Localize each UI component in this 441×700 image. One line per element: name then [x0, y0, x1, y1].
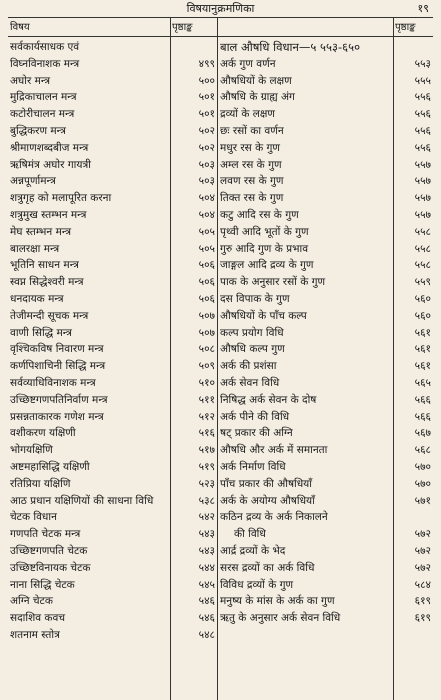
entry-subject: विघ्नविनाशक मन्त्र — [10, 57, 80, 70]
index-entry — [220, 291, 431, 308]
index-entry — [10, 425, 215, 442]
index-entry — [220, 241, 431, 258]
index-entry — [220, 476, 431, 493]
entry-subject: बाल औषधि विधान—५ ५५३-६५० — [220, 40, 361, 54]
entry-subject: उच्छिष्टगणपति चेटक — [10, 544, 88, 557]
entry-subject: जाङ्गल आदि द्रव्य के गुण — [220, 259, 314, 272]
entry-subject: विविध द्रव्यों के गुण — [220, 578, 294, 591]
entry-subject: सर्वकार्यसाधक एवं — [10, 41, 80, 53]
index-entry — [220, 593, 431, 610]
entry-page-number: ५६६ — [414, 410, 431, 423]
entry-subject: शत्रुमुख स्तम्भन मन्त्र — [10, 208, 87, 221]
entry-page-number: ५०२ — [198, 124, 215, 137]
entry-page-number: ५७२ — [414, 561, 431, 574]
entry-subject: शत्रुगृह को मलापूरित करना — [10, 192, 112, 205]
index-entry — [220, 173, 431, 190]
entry-subject: औषधियों के पाँच कल्प — [220, 309, 307, 322]
right-page-heading: पृष्ठाङ्क — [395, 22, 416, 33]
index-entry — [220, 610, 431, 627]
entry-page-number: ५४६ — [198, 612, 215, 625]
header-divider — [8, 17, 433, 18]
index-entry — [10, 173, 215, 190]
index-entry — [10, 509, 215, 526]
entry-page-number: ५०१ — [198, 91, 215, 104]
entry-subject: चेटक विधान — [10, 511, 57, 524]
index-entry — [10, 56, 215, 73]
entry-page-number: ५६६ — [414, 393, 431, 406]
entry-subject: कटु आदि रस के गुण — [220, 208, 299, 221]
section-heading — [220, 39, 431, 56]
entry-subject: कटोरीचालन मन्त्र — [10, 108, 75, 121]
entry-page-number: ५०४ — [198, 192, 215, 205]
entry-page-number: ५१६ — [198, 427, 215, 440]
entry-page-number: ५०२ — [198, 141, 215, 154]
index-entry — [220, 341, 431, 358]
index-entry — [220, 358, 431, 375]
entry-subject: तेजीमन्दी सूचक मन्त्र — [10, 309, 89, 322]
index-entry — [220, 325, 431, 342]
entry-subject: औषधि कल्प गुण — [220, 343, 285, 356]
index-entry — [10, 257, 215, 274]
index-entry — [10, 593, 215, 610]
index-entry — [220, 493, 431, 510]
entry-subject: अम्ल रस के गुण — [220, 158, 282, 171]
entry-page-number: ५५३ — [414, 57, 431, 70]
index-entry — [10, 106, 215, 123]
entry-page-number: ५०० — [198, 74, 215, 87]
entry-subject: लवण रस के गुण — [220, 175, 284, 188]
index-entry — [220, 73, 431, 90]
index-entry — [10, 577, 215, 594]
index-entry — [220, 409, 431, 426]
entry-page-number: ५०१ — [198, 108, 215, 121]
index-entry — [220, 425, 431, 442]
page-number: १९ — [417, 2, 429, 15]
entry-subject: पाक के अनुसार रसों के गुण — [220, 276, 326, 289]
left-page-heading: पृष्ठाङ्क — [172, 22, 193, 33]
index-entry — [220, 392, 431, 409]
entry-subject: गणपति चेटक मन्त्र — [10, 528, 81, 541]
entry-subject: अग्नि चेटक — [10, 595, 53, 608]
entry-page-number: ५५५ — [414, 74, 431, 87]
entry-subject: स्वप्न सिद्धेश्वरी मन्त्र — [10, 276, 84, 289]
entry-subject: नाना सिद्धि चेटक — [10, 578, 75, 591]
entry-page-number: ५०९ — [198, 360, 215, 373]
entry-subject: प्रसन्नताकारक गणेश मन्त्र — [10, 410, 104, 423]
entry-page-number: ५११ — [198, 393, 215, 406]
index-entry — [220, 577, 431, 594]
entry-page-number: ५०५ — [198, 242, 215, 255]
entry-subject: अघोर मन्त्र — [10, 74, 51, 87]
entry-subject: अष्टमहासिद्धि यक्षिणी — [10, 460, 90, 473]
entry-page-number: ५१२ — [198, 410, 215, 423]
entry-page-number: ५६१ — [414, 343, 431, 356]
entry-page-number: ५६५ — [414, 376, 431, 389]
entry-page-number: ५०३ — [198, 175, 215, 188]
entry-page-number: ५७० — [414, 477, 431, 490]
entry-subject: बालरक्षा मन्त्र — [10, 242, 60, 255]
left-entries-list — [10, 39, 215, 644]
entry-subject: उच्छिष्टविनायक चेटक — [10, 561, 91, 574]
index-entry — [10, 291, 215, 308]
entry-subject: दस विपाक के गुण — [220, 292, 290, 305]
index-entry — [220, 526, 431, 543]
entry-page-number: ५०६ — [198, 259, 215, 272]
entry-page-number: ५२३ — [198, 477, 215, 490]
entry-page-number: ५६० — [414, 309, 431, 322]
entry-subject: सर्वव्याधिविनाशक मन्त्र — [10, 376, 96, 389]
entry-page-number: ५८४ — [414, 578, 431, 591]
entry-page-number: ५०६ — [198, 276, 215, 289]
index-entry — [220, 106, 431, 123]
entry-page-number: ५६७ — [414, 427, 431, 440]
entry-page-number: ५४३ — [198, 544, 215, 557]
entry-subject: अन्नपूर्णामन्त्र — [10, 175, 56, 188]
index-entry — [10, 375, 215, 392]
index-entry — [10, 157, 215, 174]
entry-page-number: ४९९ — [198, 57, 215, 70]
entry-subject: कठिन द्रव्य के अर्क निकालने — [220, 511, 328, 524]
entry-subject: सरस द्रव्यों का अर्क विधि — [220, 561, 315, 574]
entry-subject: अर्क गुण वर्णन — [220, 57, 276, 70]
entry-subject: वृश्चिकविष निवारण मन्त्र — [10, 343, 104, 356]
entry-subject: वाणी सिद्धि मन्त्र — [10, 326, 72, 339]
entry-subject: निषिद्ध अर्क सेवन के दोष — [220, 393, 317, 406]
index-entry — [220, 509, 431, 526]
entry-subject: छः रसों का वर्णन — [220, 124, 284, 137]
entry-page-number: ५३८ — [198, 494, 215, 507]
entry-page-number: ५५६ — [414, 91, 431, 104]
index-entry — [10, 476, 215, 493]
entry-page-number: ५७१ — [414, 494, 431, 507]
index-entry — [220, 459, 431, 476]
index-entry — [10, 409, 215, 426]
index-entry — [10, 627, 215, 644]
entry-subject: मेघ स्तम्भन मन्त्र — [10, 225, 72, 238]
entry-subject: अर्क निर्माण विधि — [220, 460, 286, 473]
column-heading-divider — [8, 36, 433, 37]
entry-page-number: ५५९ — [414, 276, 431, 289]
index-entry — [10, 241, 215, 258]
entry-subject: रतिप्रिया यक्षिणि — [10, 477, 71, 490]
index-entry — [10, 526, 215, 543]
index-entry — [10, 459, 215, 476]
index-entry — [220, 157, 431, 174]
index-entry — [220, 257, 431, 274]
index-entry — [10, 493, 215, 510]
index-entry — [220, 274, 431, 291]
entry-page-number: ५५८ — [414, 259, 431, 272]
index-entry — [220, 123, 431, 140]
entry-subject: की विधि — [234, 528, 266, 541]
entry-subject: मधुर रस के गुण — [220, 141, 281, 154]
entry-page-number: ५४२ — [198, 511, 215, 524]
index-entry — [10, 341, 215, 358]
index-entry — [10, 73, 215, 90]
entry-subject: बुद्धिकरण मन्त्र — [10, 124, 66, 137]
entry-subject: अर्क सेवन विधि — [220, 376, 280, 389]
index-entry — [10, 543, 215, 560]
entry-page-number: ५४३ — [198, 528, 215, 541]
entry-subject: मुद्रिकाचालन मन्त्र — [10, 91, 77, 104]
entry-page-number: ६१९ — [414, 612, 431, 625]
entry-subject: श्रीमाणशब्दबीज मन्त्र — [10, 141, 89, 154]
entry-subject: द्रव्यों के लक्षण — [220, 108, 275, 121]
left-subject-heading: विषय — [10, 22, 30, 33]
entry-page-number: ५५७ — [414, 175, 431, 188]
entry-subject: ऋषिमंत्र अघोर गायत्री — [10, 158, 91, 171]
index-entry — [220, 543, 431, 560]
entry-page-number: ५५७ — [414, 208, 431, 221]
entry-page-number: ५५७ — [414, 158, 431, 171]
entry-page-number: ५०३ — [198, 158, 215, 171]
page-header — [0, 0, 441, 17]
index-entry — [10, 39, 215, 56]
index-entry — [220, 560, 431, 577]
entry-subject: औषधि के ग्राह्य अंग — [220, 91, 295, 104]
entry-subject: आठ प्रधान यक्षिणियों की साधना विधि — [10, 494, 154, 507]
index-entry — [10, 392, 215, 409]
entry-page-number: ५४४ — [198, 561, 215, 574]
entry-page-number: ५७२ — [414, 528, 431, 541]
index-entry — [10, 123, 215, 140]
index-entry — [10, 89, 215, 106]
entry-subject: अर्क की प्रशंसा — [220, 360, 277, 373]
entry-subject: उच्छिष्टगणपतिनिर्वाण मन्त्र — [10, 393, 108, 406]
entry-page-number: ५७२ — [414, 544, 431, 557]
entry-page-number: ५५७ — [414, 192, 431, 205]
entry-subject: मनुष्य के मांस के अर्क का गुण — [220, 595, 335, 608]
entry-page-number: ५५६ — [414, 124, 431, 137]
entry-page-number: ५१७ — [198, 444, 215, 457]
index-entry — [220, 207, 431, 224]
index-entry — [220, 442, 431, 459]
entry-subject: तिक्त रस के गुण — [220, 192, 284, 205]
page-title: विषयानुक्रमणिका — [186, 2, 255, 15]
index-entry — [220, 190, 431, 207]
index-entry — [10, 140, 215, 157]
entry-page-number: ५०७ — [198, 309, 215, 322]
right-entries-list — [220, 39, 431, 627]
entry-page-number: ५४८ — [198, 628, 215, 641]
entry-subject: धनदायक मन्त्र — [10, 292, 64, 305]
index-entry — [220, 140, 431, 157]
entry-page-number: ५४६ — [198, 595, 215, 608]
entry-page-number: ५०८ — [198, 343, 215, 356]
entry-subject: औषधि और अर्क में समानता — [220, 444, 328, 457]
entry-subject: षट् प्रकार की अग्नि — [220, 427, 293, 440]
index-entry — [10, 325, 215, 342]
entry-page-number: ५६० — [414, 292, 431, 305]
entry-subject: आर्द्र द्रव्यों के भेद — [220, 544, 286, 557]
index-entry — [220, 56, 431, 73]
index-entry — [10, 308, 215, 325]
index-entry — [220, 224, 431, 241]
entry-subject: भूतिनि साधन मन्त्र — [10, 259, 79, 272]
entry-page-number: ६१९ — [414, 595, 431, 608]
entry-page-number: ५१९ — [198, 460, 215, 473]
entry-page-number: ५५६ — [414, 108, 431, 121]
entry-page-number: ५६८ — [414, 444, 431, 457]
entry-page-number: ५०६ — [198, 292, 215, 305]
entry-subject: भोगयक्षिणि — [10, 444, 53, 457]
index-entry — [10, 224, 215, 241]
entry-subject: गुरु आदि गुण के प्रभाव — [220, 242, 309, 255]
entry-page-number: ५६१ — [414, 360, 431, 373]
index-entry — [10, 610, 215, 627]
index-entry — [10, 442, 215, 459]
entry-subject: अर्क के अयोग्य औषधियाँ — [220, 494, 315, 507]
index-entry — [10, 207, 215, 224]
entry-page-number: ५५६ — [414, 141, 431, 154]
entry-subject: औषधियों के लक्षण — [220, 74, 292, 87]
entry-subject: शतनाम स्तोत्र — [10, 628, 60, 641]
index-entry — [10, 358, 215, 375]
entry-page-number: ५५८ — [414, 225, 431, 238]
entry-page-number: ५७० — [414, 460, 431, 473]
center-column-divider — [217, 18, 218, 700]
entry-page-number: ५६१ — [414, 326, 431, 339]
entry-page-number: ५०७ — [198, 326, 215, 339]
index-entry — [10, 560, 215, 577]
entry-page-number: ५१० — [198, 376, 215, 389]
entry-subject: सदाशिव कवच — [10, 612, 65, 625]
index-entry — [220, 308, 431, 325]
entry-page-number: ५५८ — [414, 242, 431, 255]
entry-page-number: ५०४ — [198, 208, 215, 221]
entry-subject: पाँच प्रकार की औषधियाँ — [220, 477, 312, 490]
entry-subject: कल्प प्रयोग विधि — [220, 326, 284, 339]
entry-page-number: ५०५ — [198, 225, 215, 238]
index-entry — [10, 274, 215, 291]
entry-subject: वशीकरण यक्षिणी — [10, 427, 76, 440]
index-entry — [10, 190, 215, 207]
entry-subject: ऋतु के अनुसार अर्क सेवन विधि — [220, 612, 341, 625]
entry-subject: पृथ्वी आदि भूतों के गुण — [220, 225, 309, 238]
entry-subject: अर्क पीने की विधि — [220, 410, 290, 423]
index-entry — [220, 375, 431, 392]
entry-page-number: ५४५ — [198, 578, 215, 591]
entry-subject: कर्णपिशाचिनी सिद्धि मन्त्र — [10, 360, 106, 373]
index-entry — [220, 89, 431, 106]
